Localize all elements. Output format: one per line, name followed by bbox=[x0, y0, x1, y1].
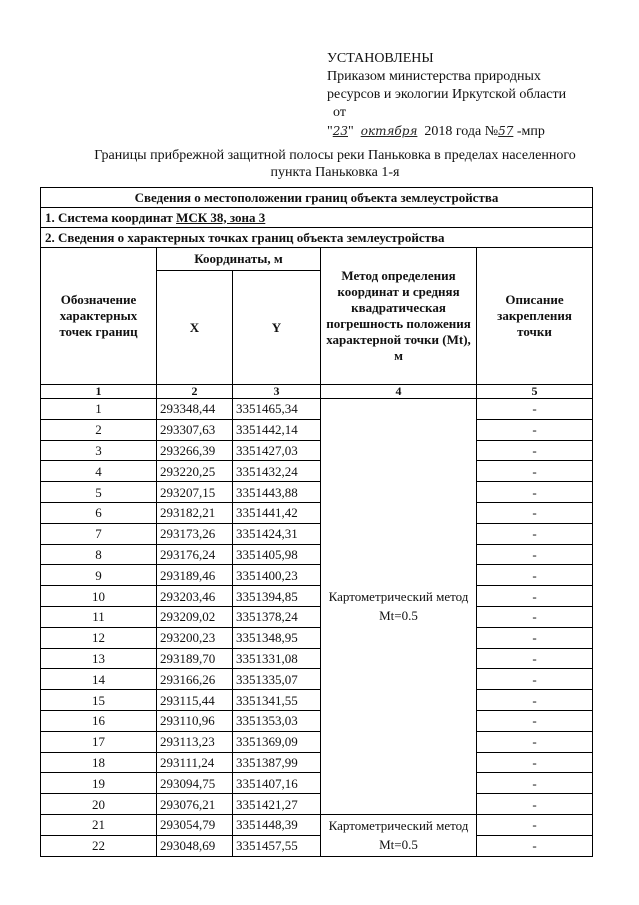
point-number: 13 bbox=[41, 648, 157, 669]
approval-line-3: ресурсов и экологии Иркутской области bbox=[327, 87, 567, 102]
coord-y: 3351432,24 bbox=[233, 461, 321, 482]
col-number-5: 5 bbox=[477, 385, 593, 399]
coord-x: 293203,46 bbox=[157, 586, 233, 607]
point-description: - bbox=[477, 482, 593, 503]
header-designation: Обозначение характерных точек границ bbox=[41, 248, 157, 385]
coord-x: 293094,75 bbox=[157, 773, 233, 794]
table-row bbox=[41, 502, 593, 523]
point-number: 14 bbox=[41, 669, 157, 690]
table-row bbox=[41, 565, 593, 586]
point-number: 2 bbox=[41, 419, 157, 440]
approval-line-4: от bbox=[333, 105, 346, 120]
date-month: октября bbox=[360, 124, 418, 138]
coord-y: 3351331,08 bbox=[233, 648, 321, 669]
coord-x: 293166,26 bbox=[157, 669, 233, 690]
table-row bbox=[41, 523, 593, 544]
point-description: - bbox=[477, 419, 593, 440]
points-section-row: 2. Сведения о характерных точках границ объекта землеустройства bbox=[41, 228, 593, 248]
coord-y: 3351421,27 bbox=[233, 794, 321, 815]
title-line-1: Границы прибрежной защитной полосы реки Паньковка в пределах населенного bbox=[94, 148, 576, 163]
table-row bbox=[41, 835, 593, 856]
header-description: Описание закрепления точки bbox=[477, 248, 593, 385]
header-x: X bbox=[157, 271, 233, 385]
coord-x: 293200,23 bbox=[157, 627, 233, 648]
point-number: 6 bbox=[41, 502, 157, 523]
table-row bbox=[41, 648, 593, 669]
point-number: 4 bbox=[41, 461, 157, 482]
coord-y: 3351443,88 bbox=[233, 482, 321, 503]
coord-y: 3351457,55 bbox=[233, 835, 321, 856]
point-description: - bbox=[477, 399, 593, 420]
coord-x: 293054,79 bbox=[157, 814, 233, 835]
coord-x: 293220,25 bbox=[157, 461, 233, 482]
table-row bbox=[41, 440, 593, 461]
order-suffix: -мпр bbox=[516, 124, 545, 139]
point-description: - bbox=[477, 794, 593, 815]
coord-x: 293076,21 bbox=[157, 794, 233, 815]
point-description: - bbox=[477, 440, 593, 461]
section-title: Сведения о местоположении границ объекта землеустройства bbox=[41, 188, 593, 208]
coord-y: 3351378,24 bbox=[233, 606, 321, 627]
point-description: - bbox=[477, 752, 593, 773]
table-row bbox=[41, 461, 593, 482]
point-number: 1 bbox=[41, 399, 157, 420]
coord-y: 3351441,42 bbox=[233, 502, 321, 523]
point-description: - bbox=[477, 523, 593, 544]
coord-y: 3351442,14 bbox=[233, 419, 321, 440]
table-row bbox=[41, 690, 593, 711]
coord-y: 3351394,85 bbox=[233, 586, 321, 607]
coord-x: 293048,69 bbox=[157, 835, 233, 856]
table-row bbox=[41, 794, 593, 815]
coord-y: 3351369,09 bbox=[233, 731, 321, 752]
point-number: 5 bbox=[41, 482, 157, 503]
point-number: 8 bbox=[41, 544, 157, 565]
table-row bbox=[41, 586, 593, 607]
table-row bbox=[41, 399, 593, 420]
coord-y: 3351405,98 bbox=[233, 544, 321, 565]
order-number: 57 bbox=[498, 124, 514, 138]
point-number: 11 bbox=[41, 606, 157, 627]
coord-y: 3351427,03 bbox=[233, 440, 321, 461]
point-number: 7 bbox=[41, 523, 157, 544]
table-row bbox=[41, 669, 593, 690]
year-text: 2018 года № bbox=[424, 124, 499, 139]
header-y: Y bbox=[233, 271, 321, 385]
coord-x: 293209,02 bbox=[157, 606, 233, 627]
point-description: - bbox=[477, 710, 593, 731]
col-number-3: 3 bbox=[233, 385, 321, 399]
coord-y: 3351407,16 bbox=[233, 773, 321, 794]
table-row bbox=[41, 627, 593, 648]
point-description: - bbox=[477, 565, 593, 586]
point-number: 19 bbox=[41, 773, 157, 794]
point-description: - bbox=[477, 731, 593, 752]
boundary-table bbox=[40, 187, 593, 857]
coord-system-prefix: 1. Система координат bbox=[45, 209, 177, 225]
coord-y: 3351335,07 bbox=[233, 669, 321, 690]
approval-block bbox=[327, 50, 627, 141]
coord-x: 293348,44 bbox=[157, 399, 233, 420]
coord-y: 3351341,55 bbox=[233, 690, 321, 711]
date-day: 23 bbox=[332, 124, 348, 138]
coord-x: 293266,39 bbox=[157, 440, 233, 461]
point-number: 16 bbox=[41, 710, 157, 731]
table-row bbox=[41, 710, 593, 731]
point-description: - bbox=[477, 606, 593, 627]
point-number: 18 bbox=[41, 752, 157, 773]
point-description: - bbox=[477, 586, 593, 607]
point-description: - bbox=[477, 690, 593, 711]
coord-y: 3351400,23 bbox=[233, 565, 321, 586]
coord-x: 293189,70 bbox=[157, 648, 233, 669]
point-description: - bbox=[477, 669, 593, 690]
coord-x: 293189,46 bbox=[157, 565, 233, 586]
coord-y: 3351465,34 bbox=[233, 399, 321, 420]
coord-x: 293176,24 bbox=[157, 544, 233, 565]
coord-y: 3351448,39 bbox=[233, 814, 321, 835]
point-number: 12 bbox=[41, 627, 157, 648]
coord-y: 3351348,95 bbox=[233, 627, 321, 648]
table-row bbox=[41, 482, 593, 503]
coord-y: 3351424,31 bbox=[233, 523, 321, 544]
table-row bbox=[41, 752, 593, 773]
coord-system-name: МСК 38, зона 3 bbox=[176, 209, 266, 225]
method-cell: Картометрический метод Mt=0.5 bbox=[321, 814, 477, 856]
coord-x: 293307,63 bbox=[157, 419, 233, 440]
point-description: - bbox=[477, 544, 593, 565]
point-number: 10 bbox=[41, 586, 157, 607]
coord-x: 293113,23 bbox=[157, 731, 233, 752]
point-number: 20 bbox=[41, 794, 157, 815]
table-row bbox=[41, 606, 593, 627]
coord-x: 293111,24 bbox=[157, 752, 233, 773]
point-number: 15 bbox=[41, 690, 157, 711]
table-row bbox=[41, 731, 593, 752]
point-number: 3 bbox=[41, 440, 157, 461]
table-row bbox=[41, 419, 593, 440]
point-number: 9 bbox=[41, 565, 157, 586]
point-number: 17 bbox=[41, 731, 157, 752]
coord-x: 293115,44 bbox=[157, 690, 233, 711]
approval-line-2: Приказом министерства природных bbox=[327, 69, 541, 84]
coordinate-system-row bbox=[41, 208, 593, 228]
col-number-1: 1 bbox=[41, 385, 157, 399]
point-description: - bbox=[477, 773, 593, 794]
coord-x: 293207,15 bbox=[157, 482, 233, 503]
point-description: - bbox=[477, 502, 593, 523]
title-line-2: пункта Паньковка 1-я bbox=[270, 165, 400, 180]
header-method: Метод определения координат и средняя квадратическая погрешность положения характерной точки (Mt), м bbox=[321, 248, 477, 385]
point-description: - bbox=[477, 814, 593, 835]
col-number-2: 2 bbox=[157, 385, 233, 399]
table-row bbox=[41, 814, 593, 835]
point-number: 22 bbox=[41, 835, 157, 856]
point-description: - bbox=[477, 648, 593, 669]
approval-date-line: "23" октября 2018 года №57 -мпр bbox=[327, 124, 545, 139]
approval-heading: УСТАНОВЛЕНЫ bbox=[327, 51, 434, 66]
document-title bbox=[40, 147, 630, 181]
coord-y: 3351353,03 bbox=[233, 710, 321, 731]
point-description: - bbox=[477, 835, 593, 856]
col-number-4: 4 bbox=[321, 385, 477, 399]
coord-x: 293110,96 bbox=[157, 710, 233, 731]
table-row bbox=[41, 544, 593, 565]
coord-y: 3351387,99 bbox=[233, 752, 321, 773]
table-row bbox=[41, 773, 593, 794]
point-description: - bbox=[477, 461, 593, 482]
coord-x: 293173,26 bbox=[157, 523, 233, 544]
method-cell: Картометрический метод Mt=0.5 bbox=[321, 399, 477, 815]
coord-x: 293182,21 bbox=[157, 502, 233, 523]
point-number: 21 bbox=[41, 814, 157, 835]
header-coordinates: Координаты, м bbox=[157, 248, 321, 271]
point-description: - bbox=[477, 627, 593, 648]
